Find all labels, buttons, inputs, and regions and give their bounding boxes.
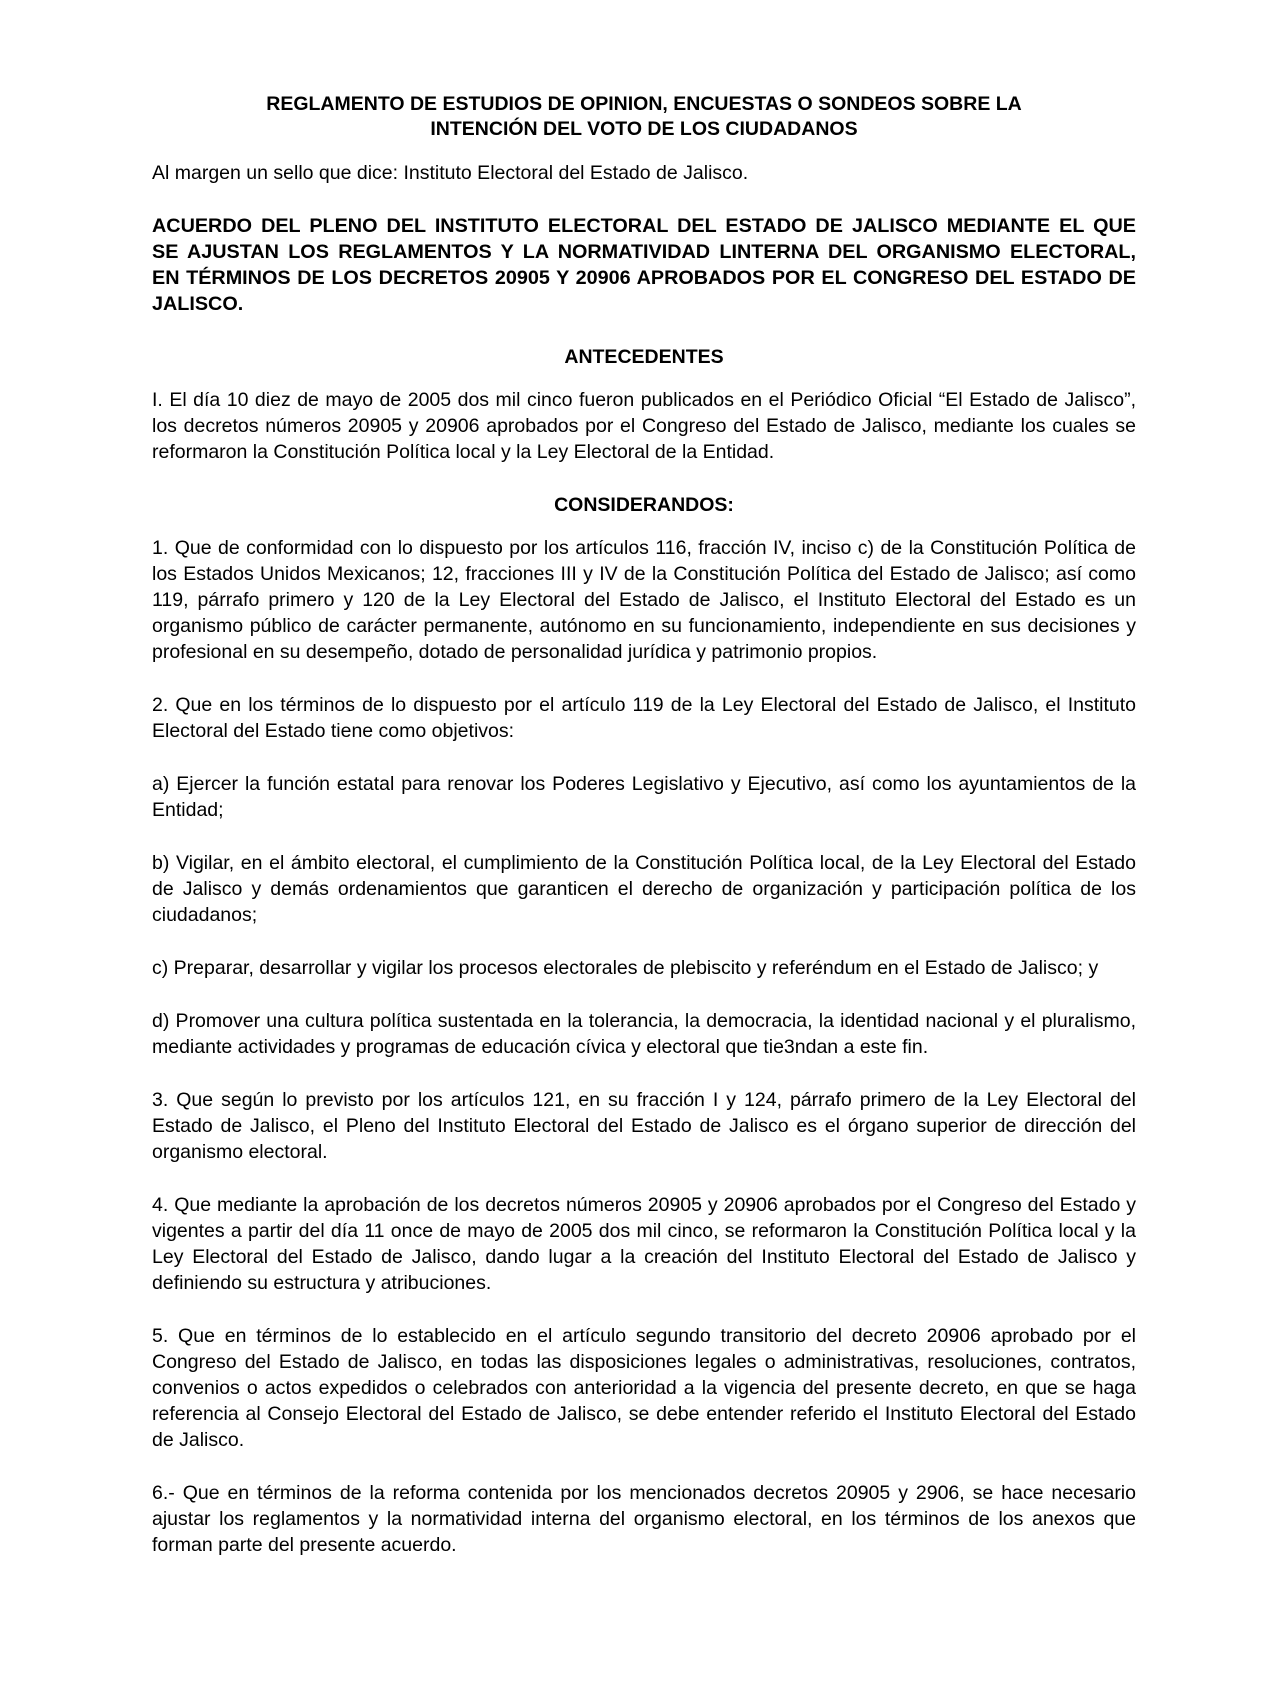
inciso-c: c) Preparar, desarrollar y vigilar los procesos electorales de plebiscito y referéndum en el Estado de Jalisco; y	[152, 957, 1099, 979]
document-title	[152, 92, 1136, 142]
inciso-b: b) Vigilar, en el ámbito electoral, el cumplimiento de la Constitución Política local, de la Ley Electoral del Estado de Jalisco y demás ordenamientos que garanticen el derecho de organización y participación política de los ciudadanos;	[152, 852, 1136, 926]
title-line-1: REGLAMENTO DE ESTUDIOS DE OPINION, ENCUESTAS O SONDEOS SOBRE LA	[266, 93, 1022, 115]
considerandos-heading: CONSIDERANDOS:	[554, 494, 734, 516]
considerando-6: 6.- Que en términos de la reforma contenida por los mencionados decretos 20905 y 2906, se hace necesario ajustar los reglamentos y la normatividad interna del organismo electoral, en los términos de los anexos que forman parte del presente acuerdo.	[152, 1482, 1136, 1556]
antecedentes-heading: ANTECEDENTES	[564, 346, 724, 368]
inciso-d: d) Promover una cultura política sustentada en la tolerancia, la democracia, la identidad nacional y el pluralismo, mediante actividades y programas de educación cívica y electoral que tie3ndan a este fin.	[152, 1010, 1136, 1058]
considerando-5: 5. Que en términos de lo establecido en el artículo segundo transitorio del decreto 20906 aprobado por el Congreso del Estado de Jalisco, en todas las disposiciones legales o administrativas, resoluciones, contratos, convenios o actos expedidos o celebrados con anterioridad a la vigencia del presente decreto, en que se haga referencia al Consejo Electoral del Estado de Jalisco, se debe entender referido el Instituto Electoral del Estado de Jalisco.	[152, 1325, 1136, 1451]
margin-note: Al margen un sello que dice: Instituto Electoral del Estado de Jalisco.	[152, 162, 749, 184]
inciso-a: a) Ejercer la función estatal para renovar los Poderes Legislativo y Ejecutivo, así como los ayuntamientos de la Entidad;	[152, 773, 1136, 821]
considerando-2: 2. Que en los términos de lo dispuesto por el artículo 119 de la Ley Electoral del Estado de Jalisco, el Instituto Electoral del Estado tiene como objetivos:	[152, 694, 1136, 742]
considerando-4: 4. Que mediante la aprobación de los decretos números 20905 y 20906 aprobados por el Congreso del Estado y vigentes a partir del día 11 once de mayo de 2005 dos mil cinco, se reformaron la Constitución Política local y la Ley Electoral del Estado de Jalisco, dando lugar a la creación del Instituto Electoral del Estado de Jalisco y definiendo su estructura y atribuciones.	[152, 1194, 1136, 1294]
antecedente-1: I. El día 10 diez de mayo de 2005 dos mil cinco fueron publicados en el Periódico Oficial “El Estado de Jalisco”, los decretos números 20905 y 20906 aprobados por el Congreso del Estado de Jalisco, mediante los cuales se reformaron la Constitución Política local y la Ley Electoral de la Entidad.	[152, 389, 1136, 463]
acuerdo-heading: ACUERDO DEL PLENO DEL INSTITUTO ELECTORAL DEL ESTADO DE JALISCO MEDIANTE EL QUE SE AJUSTAN LOS REGLAMENTOS Y LA NORMATIVIDAD LINTERNA DEL ORGANISMO ELECTORAL, EN TÉRMINOS DE LOS DECRETOS 20905 Y 20906 APROBADOS POR EL CONGRESO DEL ESTADO DE JALISCO.	[152, 215, 1136, 315]
considerando-1: 1. Que de conformidad con lo dispuesto por los artículos 116, fracción IV, inciso c) de la Constitución Política de los Estados Unidos Mexicanos; 12, fracciones III y IV de la Constitución Política del Estado de Jalisco; así como 119, párrafo primero y 120 de la Ley Electoral del Estado de Jalisco, el Instituto Electoral del Estado es un organismo público de carácter permanente, autónomo en su funcionamiento, independiente en sus decisiones y profesional en su desempeño, dotado de personalidad jurídica y patrimonio propios.	[152, 537, 1136, 663]
considerando-3: 3. Que según lo previsto por los artículos 121, en su fracción I y 124, párrafo primero de la Ley Electoral del Estado de Jalisco, el Pleno del Instituto Electoral del Estado de Jalisco es el órgano superior de dirección del organismo electoral.	[152, 1089, 1136, 1163]
title-line-2: INTENCIÓN DEL VOTO DE LOS CIUDADANOS	[430, 118, 858, 140]
